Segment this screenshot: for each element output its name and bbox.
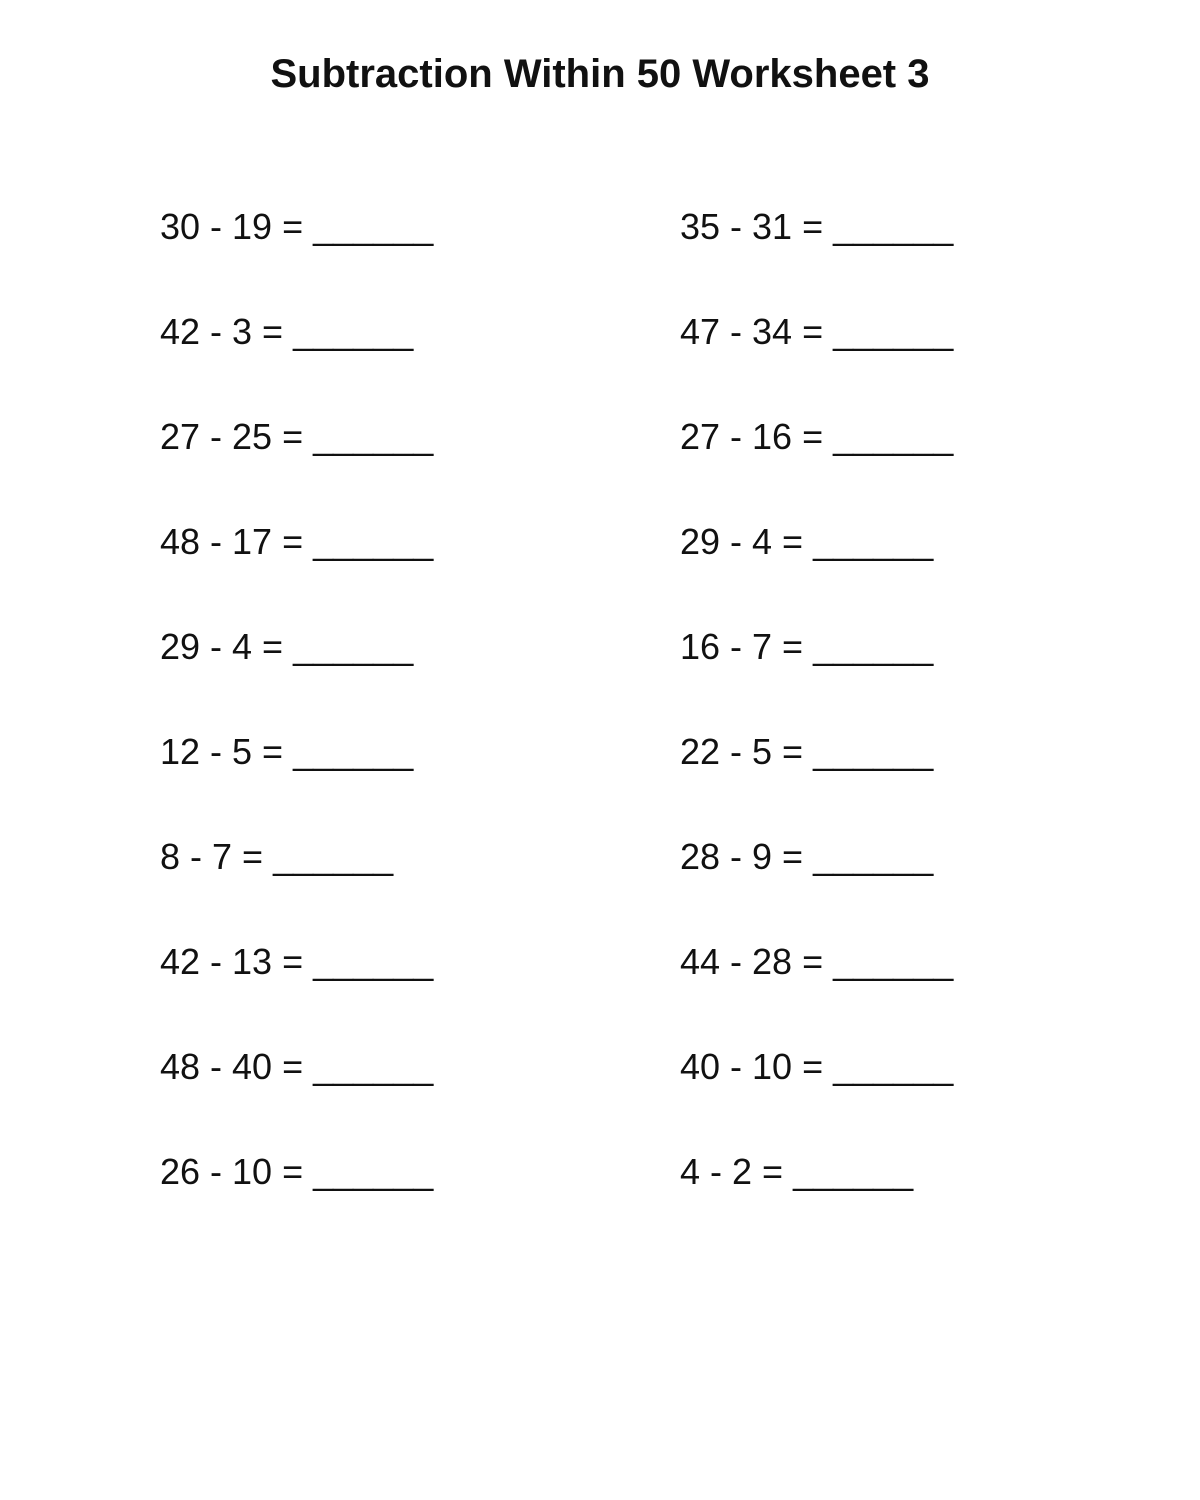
- problem-item: 29 - 4 = ______: [160, 626, 414, 667]
- problem-item: 30 - 19 = ______: [160, 206, 434, 247]
- problem-item: 22 - 5 = ______: [680, 731, 934, 772]
- problem-item: 27 - 25 = ______: [160, 416, 434, 457]
- problem-item: 47 - 34 = ______: [680, 311, 954, 352]
- problem-item: 12 - 5 = ______: [160, 731, 414, 772]
- problem-item: 42 - 13 = ______: [160, 941, 434, 982]
- problem-item: 26 - 10 = ______: [160, 1151, 434, 1192]
- problem-item: 29 - 4 = ______: [680, 521, 934, 562]
- problem-item: 48 - 40 = ______: [160, 1046, 434, 1087]
- worksheet-title: Subtraction Within 50 Worksheet 3: [270, 52, 930, 96]
- problem-item: 28 - 9 = ______: [680, 836, 934, 877]
- problem-grid: [160, 205, 1060, 1255]
- problem-item: 35 - 31 = ______: [680, 206, 954, 247]
- problem-item: 44 - 28 = ______: [680, 941, 954, 982]
- problem-item: 16 - 7 = ______: [680, 626, 934, 667]
- problem-item: 40 - 10 = ______: [680, 1046, 954, 1087]
- problem-item: 42 - 3 = ______: [160, 311, 414, 352]
- problem-item: 4 - 2 = ______: [680, 1151, 914, 1192]
- problem-item: 27 - 16 = ______: [680, 416, 954, 457]
- problem-item: 48 - 17 = ______: [160, 521, 434, 562]
- problem-item: 8 - 7 = ______: [160, 836, 394, 877]
